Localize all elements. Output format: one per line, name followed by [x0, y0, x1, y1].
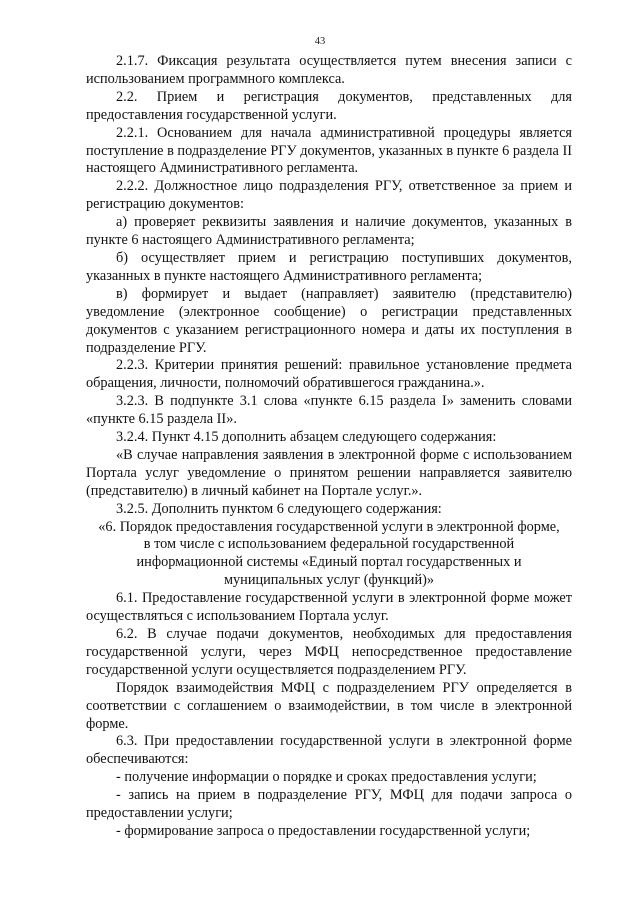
paragraph-2-2-1: 2.2.1. Основанием для начала административной процедуры является поступление в подразделение РГУ документов, указанных в пункте 6 раздела II настоящего Административного регламента.: [86, 124, 572, 177]
paragraph-3-2-3: 3.2.3. В подпункте 3.1 слова «пункте 6.15 раздела I» заменить словами «пункте 6.15 раздела II».: [86, 393, 572, 428]
paragraph-2-2-2: 2.2.2. Должностное лицо подразделения РГУ, ответственное за прием и регистрацию документов:: [86, 178, 572, 213]
paragraph-2-2: 2.2. Прием и регистрация документов, представленных для предоставления государственной услуги.: [86, 88, 572, 123]
paragraph-3-2-4: 3.2.4. Пункт 4.15 дополнить абзацем следующего содержания:: [116, 429, 497, 446]
page-number: 43: [314, 36, 326, 47]
list-item-v: в) формирует и выдает (направляет) заявителю (представителю) уведомление (электронное сообщение) о регистрации представленных документов с указанием регистрационного номера и даты их поступления в подразделение РГУ.: [86, 285, 572, 356]
section-heading: «6. Порядок предоставления государственной услуги в электронной форме, в том числе с использованием федеральной государственной информационной системы «Единый портал государственных и муниципальных услуг (функций)»: [98, 518, 560, 589]
list-item-b: б) осуществляет прием и регистрацию поступивших документов, указанных в пункте настоящего Административного регламента;: [86, 249, 572, 284]
paragraph-6-2: 6.2. В случае подачи документов, необходимых для предоставления государственной услуги, через МФЦ непосредственное предоставление государственной услуги осуществляется подразделением РГУ.: [86, 626, 572, 678]
paragraph-2-1-7: 2.1.7. Фиксация результата осуществляется путем внесения записи с использованием программного комплекса.: [86, 53, 572, 87]
document-body: [86, 53, 572, 841]
quoted-paragraph: «В случае направления заявления в электронной форме с использованием Портала услуг уведомление о принятом решении направляется заявителю (представителю) в личный кабинет на Портале услуг.».: [86, 446, 572, 499]
paragraph-6-1: 6.1. Предоставление государственной услуги в электронной форме может осуществляться с использованием Портала услуг.: [86, 590, 572, 625]
list-item-request: - формирование запроса о предоставлении государственной услуги;: [116, 822, 531, 839]
paragraph-2-2-3: 2.2.3. Критерии принятия решений: правильное установление предмета обращения, личности, полномочий обратившегося гражданина.».: [86, 357, 572, 392]
paragraph-interaction: Порядок взаимодействия МФЦ с подразделением РГУ определяется в соответствии с соглашением о взаимодействии, в том числе в электронной форме.: [86, 679, 572, 732]
paragraph-6-3: 6.3. При предоставлении государственной услуги в электронной форме обеспечиваются:: [86, 733, 572, 768]
list-item-info: - получение информации о порядке и сроках предоставления услуги;: [116, 769, 537, 786]
list-item-appointment: - запись на прием в подразделение РГУ, МФЦ для подачи запроса о предоставлении услуги;: [86, 787, 572, 822]
list-item-a: а) проверяет реквизиты заявления и наличие документов, указанных в пункте 6 настоящего Административного регламента;: [86, 214, 572, 249]
paragraph-3-2-5: 3.2.5. Дополнить пунктом 6 следующего содержания:: [116, 500, 442, 517]
